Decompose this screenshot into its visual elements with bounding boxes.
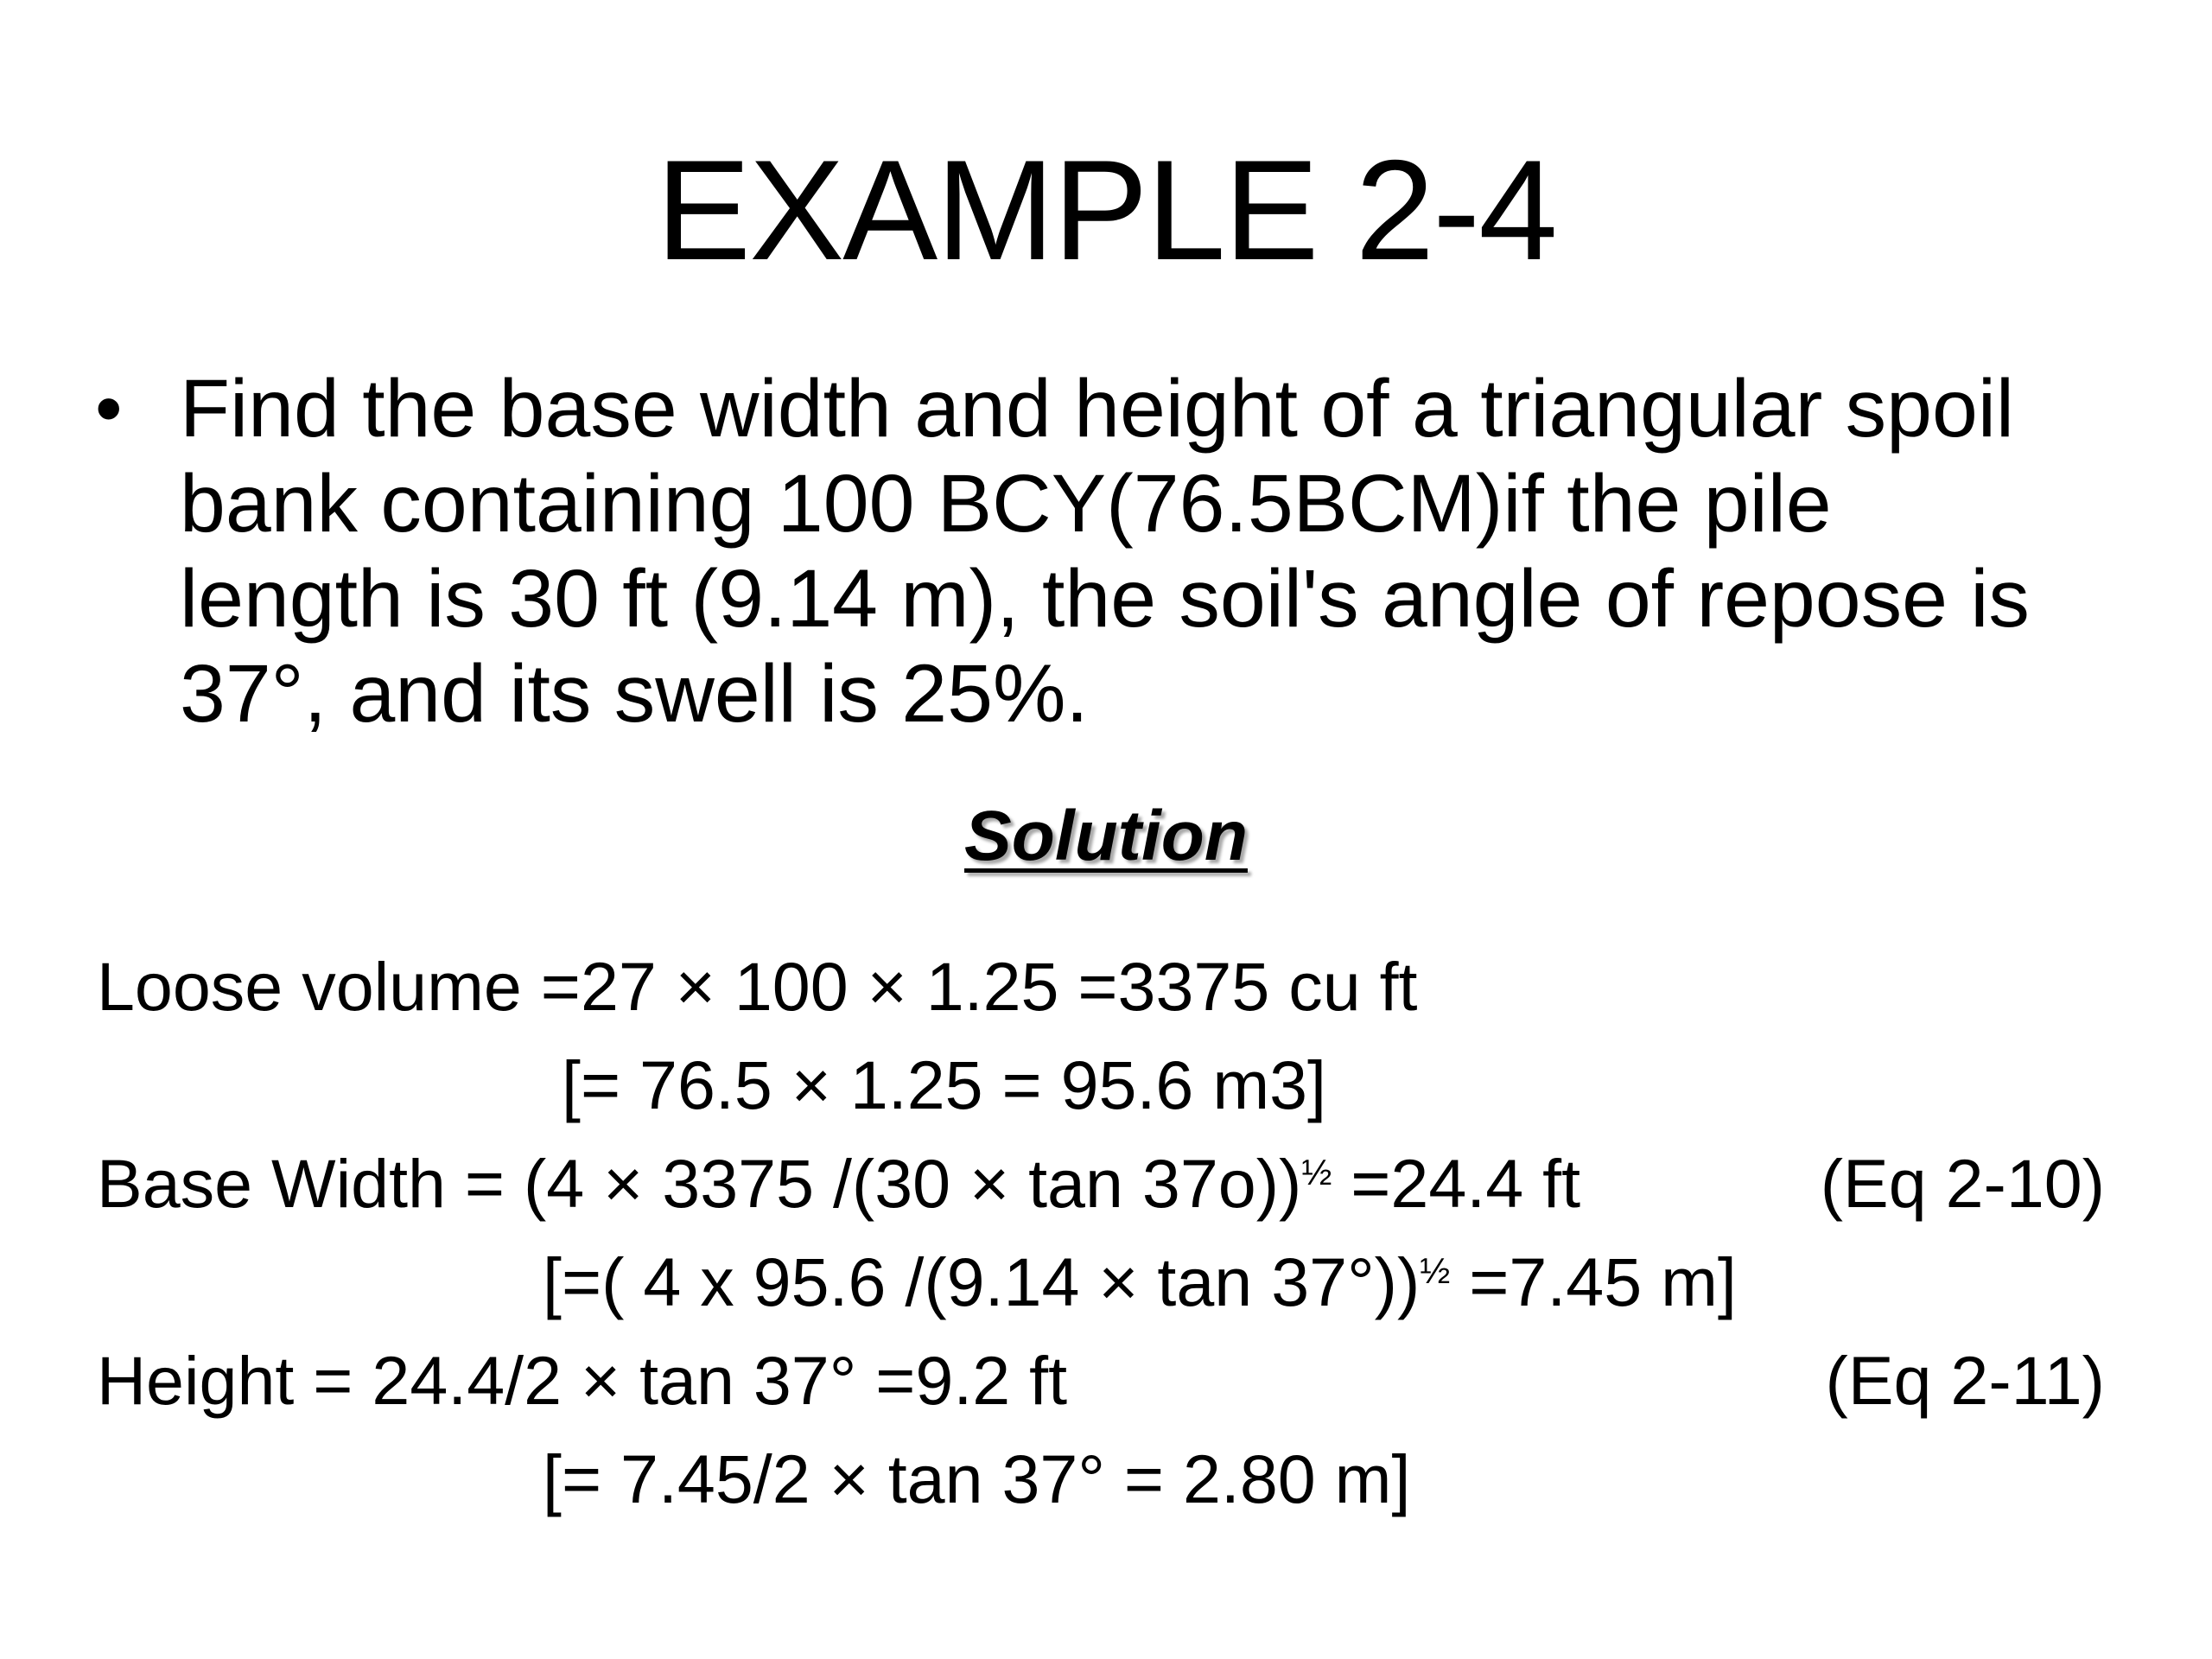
base-width-metric-result: =7.45 m] xyxy=(1450,1243,1737,1320)
problem-statement: Find the base width and height of a triangular spoil bank containing 100 BCY(76.5BCM)if the pile length is 30 ft (9.14 m), the soil's angle of repose is 37°, and its swell is 25%. xyxy=(180,363,2030,740)
eq-2-10-reference: (Eq 2-10) xyxy=(1820,1145,2105,1222)
bullet-marker: • xyxy=(95,365,123,452)
height-metric-line: [= 7.45/2 × tan 37° = 2.80 m] xyxy=(543,1440,1411,1517)
base-width-line xyxy=(97,1141,1580,1227)
height-line: Height = 24.4/2 × tan 37° =9.2 ft xyxy=(97,1342,1068,1419)
base-width-metric-expression: [=( 4 x 95.6 /(9.14 × tan 37°)) xyxy=(543,1243,1421,1320)
base-width-result: =24.4 ft xyxy=(1332,1145,1581,1222)
base-width-metric-line xyxy=(543,1239,1737,1325)
solution-heading: Solution xyxy=(964,797,1248,875)
eq-2-11-reference: (Eq 2-11) xyxy=(1825,1342,2105,1419)
loose-volume-line: Loose volume =27 × 100 × 1.25 =3375 cu ft xyxy=(97,948,1418,1025)
loose-volume-metric-line: [= 76.5 × 1.25 = 95.6 m3] xyxy=(562,1046,1327,1123)
base-width-exponent: ½ xyxy=(1301,1152,1332,1192)
base-width-expression: Base Width = (4 × 3375 /(30 × tan 37o)) xyxy=(97,1145,1302,1222)
slide-title: EXAMPLE 2-4 xyxy=(656,130,1556,289)
base-width-metric-exponent: ½ xyxy=(1420,1250,1451,1291)
